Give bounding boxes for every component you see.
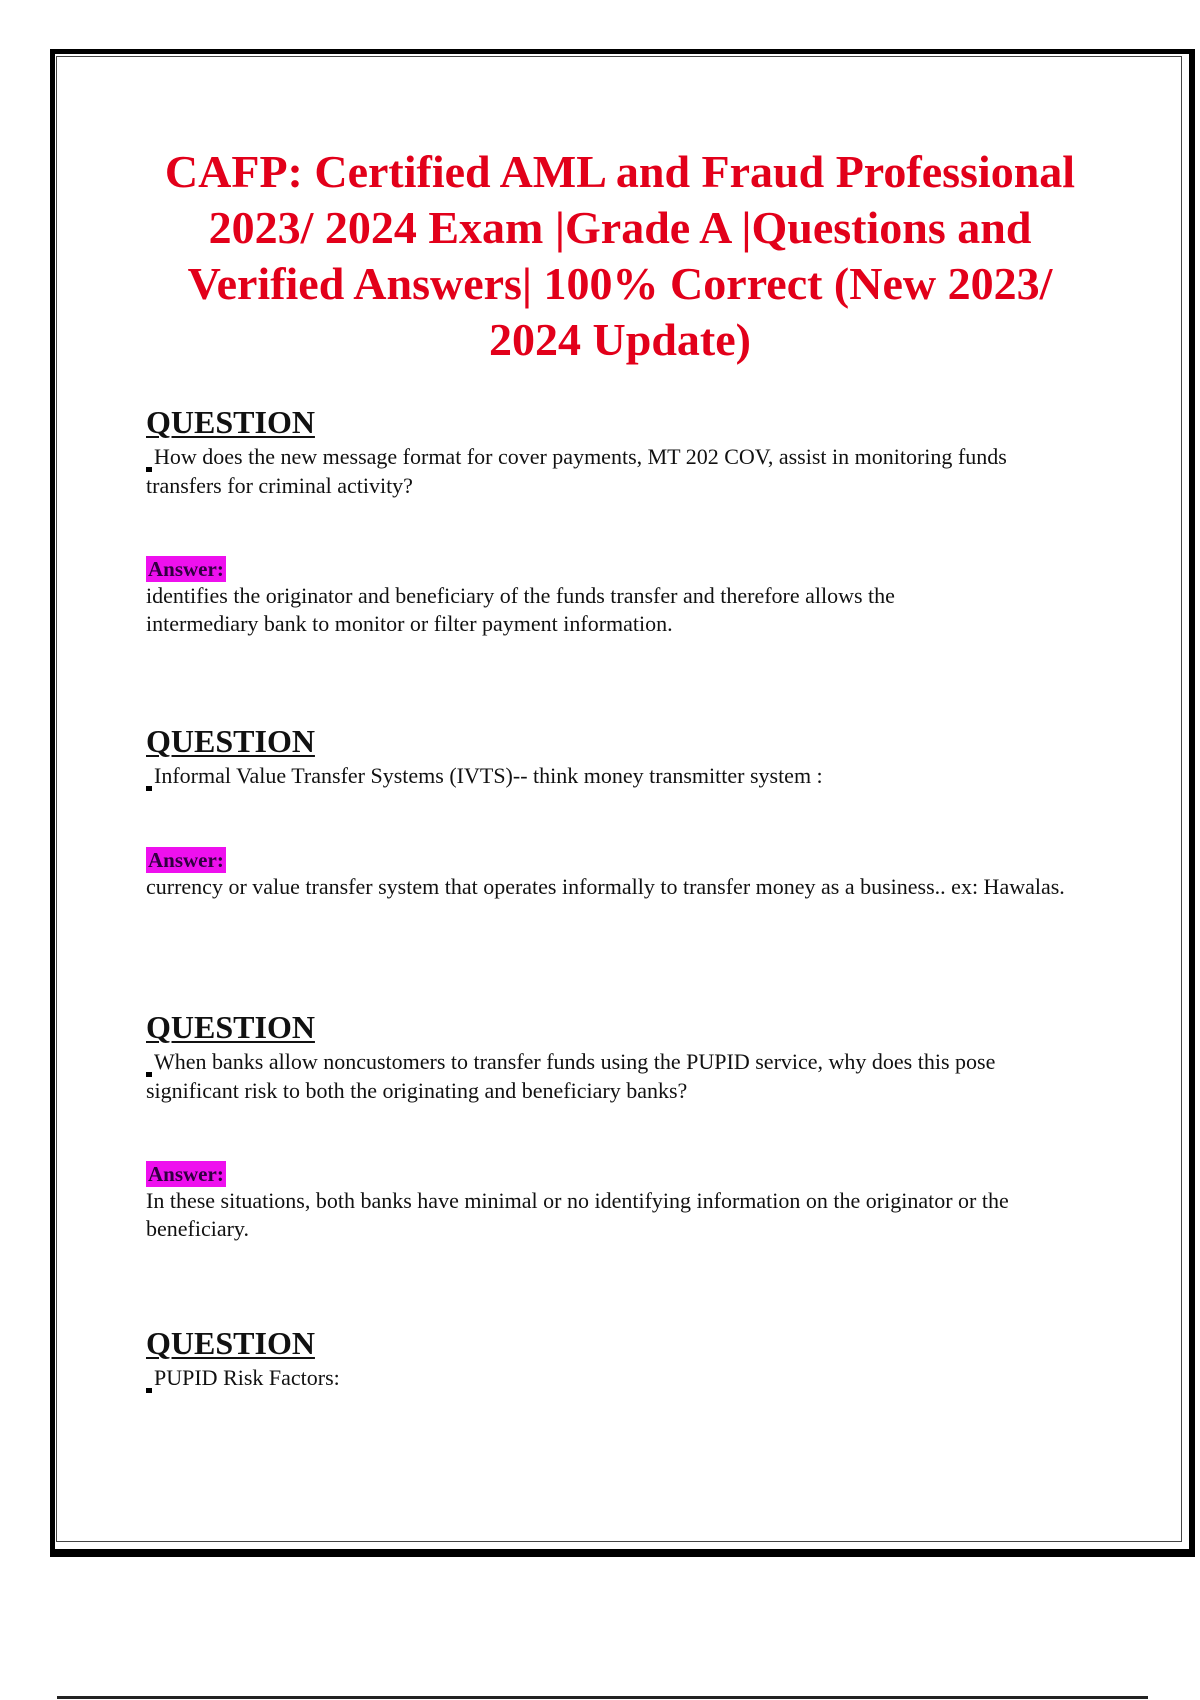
question-heading: QUESTION [146,404,315,440]
answer-text: In these situations, both banks have minimal or no identifying information on the originator or the beneficiary. [146,1188,1009,1241]
page-divider [57,1696,1148,1699]
question-heading: QUESTION [146,1009,315,1045]
qa-item-3 [146,1009,1096,1243]
answer-label: Answer: [148,1162,224,1186]
answer-label: Answer: [148,557,224,581]
bullet-marker [146,1072,152,1077]
question-text: PUPID Risk Factors: [154,1365,340,1390]
answer-text: identifies the originator and beneficiary of the funds transfer and therefore allows the intermediary bank to monitor or filter payment information. [146,583,895,636]
question-text: How does the new message format for cover payments, MT 202 COV, assist in monitoring funds transfers for criminal activity? [146,444,1007,498]
bullet-marker [146,1388,152,1393]
document-title: CAFP: Certified AML and Fraud Professional 2023/ 2024 Exam |Grade A |Questions and Verified Answers| 100% Correct (New 2023/ 2024 Update) [164,146,1076,365]
question-text: When banks allow noncustomers to transfer funds using the PUPID service, why does this pose significant risk to both the originating and beneficiary banks? [146,1049,996,1103]
qa-item-1 [146,404,1026,638]
answer-text: currency or value transfer system that operates informally to transfer money as a business.. ex: Hawalas. [146,874,1065,899]
qa-item-2 [146,723,1096,901]
question-text: Informal Value Transfer Systems (IVTS)-- think money transmitter system : [154,763,823,788]
qa-item-4 [146,1325,1096,1393]
bullet-marker [146,467,152,472]
question-heading: QUESTION [146,1325,315,1361]
answer-label: Answer: [148,848,224,872]
question-heading: QUESTION [146,723,315,759]
bullet-marker [146,786,152,791]
